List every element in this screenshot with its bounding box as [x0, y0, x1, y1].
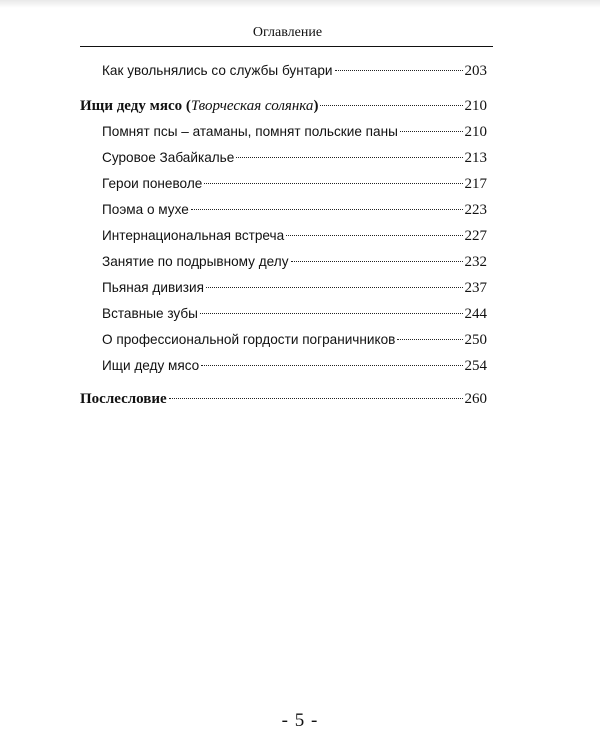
toc-entry-title: Герои поневоле	[102, 176, 203, 191]
dot-leader	[286, 235, 462, 236]
toc-entry-page: 237	[464, 280, 487, 296]
toc-entry-page: 223	[464, 202, 487, 218]
toc-entry[interactable]	[102, 56, 487, 86]
toc-entry-title: Суровое Забайкалье	[102, 150, 235, 165]
dot-leader	[397, 339, 462, 340]
toc-entry-page: 250	[464, 332, 487, 348]
toc-section-title: Послесловие	[80, 391, 167, 407]
toc-entry-page: 217	[464, 176, 487, 192]
dot-leader	[400, 131, 463, 132]
toc-entry-title: Занятие по подрывному делу	[102, 254, 289, 269]
toc-entry-page: 260	[464, 391, 487, 407]
toc-entry-page: 210	[464, 98, 487, 114]
toc-entry-page: 213	[464, 150, 487, 166]
toc-entry-page: 244	[464, 306, 487, 322]
dot-leader	[191, 209, 463, 210]
dot-leader	[201, 365, 462, 366]
scan-edge	[0, 0, 600, 8]
toc-entry-page: 210	[464, 124, 487, 140]
toc-section-title: Ищи деду мясо (Творческая солянка)	[80, 98, 319, 114]
toc-entry-page: 203	[464, 63, 487, 79]
toc-entry-title: Поэма о мухе	[102, 202, 189, 217]
dot-leader	[169, 398, 463, 399]
dot-leader	[236, 157, 462, 158]
toc-entry-page: 227	[464, 228, 487, 244]
dot-leader	[204, 183, 462, 184]
page-number: - 5 -	[281, 710, 319, 731]
toc-entry-page: 254	[464, 358, 487, 374]
toc-entry-title: Ищи деду мясо	[102, 358, 200, 373]
toc-entry-title: Помнят псы – атаманы, помнят польские паны	[102, 124, 398, 139]
dot-leader	[320, 105, 462, 106]
dot-leader	[206, 287, 463, 288]
toc-entry-title: Пьяная дивизия	[102, 280, 204, 295]
toc-entry-title: Как увольнялись со службы бунтари	[102, 63, 333, 78]
toc-entry-title: Интернациональная встреча	[102, 228, 285, 243]
dot-leader	[335, 70, 463, 71]
header-rule	[80, 46, 493, 47]
toc-entry-title: Вставные зубы	[102, 306, 198, 321]
dot-leader	[291, 261, 463, 262]
toc-section-subtitle: Творческая солянка	[190, 98, 314, 114]
running-header: Оглавление	[252, 25, 323, 40]
toc-entry-title: О профессиональной гордости пограничников	[102, 332, 396, 347]
toc-entry[interactable]	[102, 351, 487, 381]
toc-section-entry[interactable]	[80, 384, 487, 414]
dot-leader	[200, 313, 463, 314]
toc-entry-page: 232	[464, 254, 487, 270]
